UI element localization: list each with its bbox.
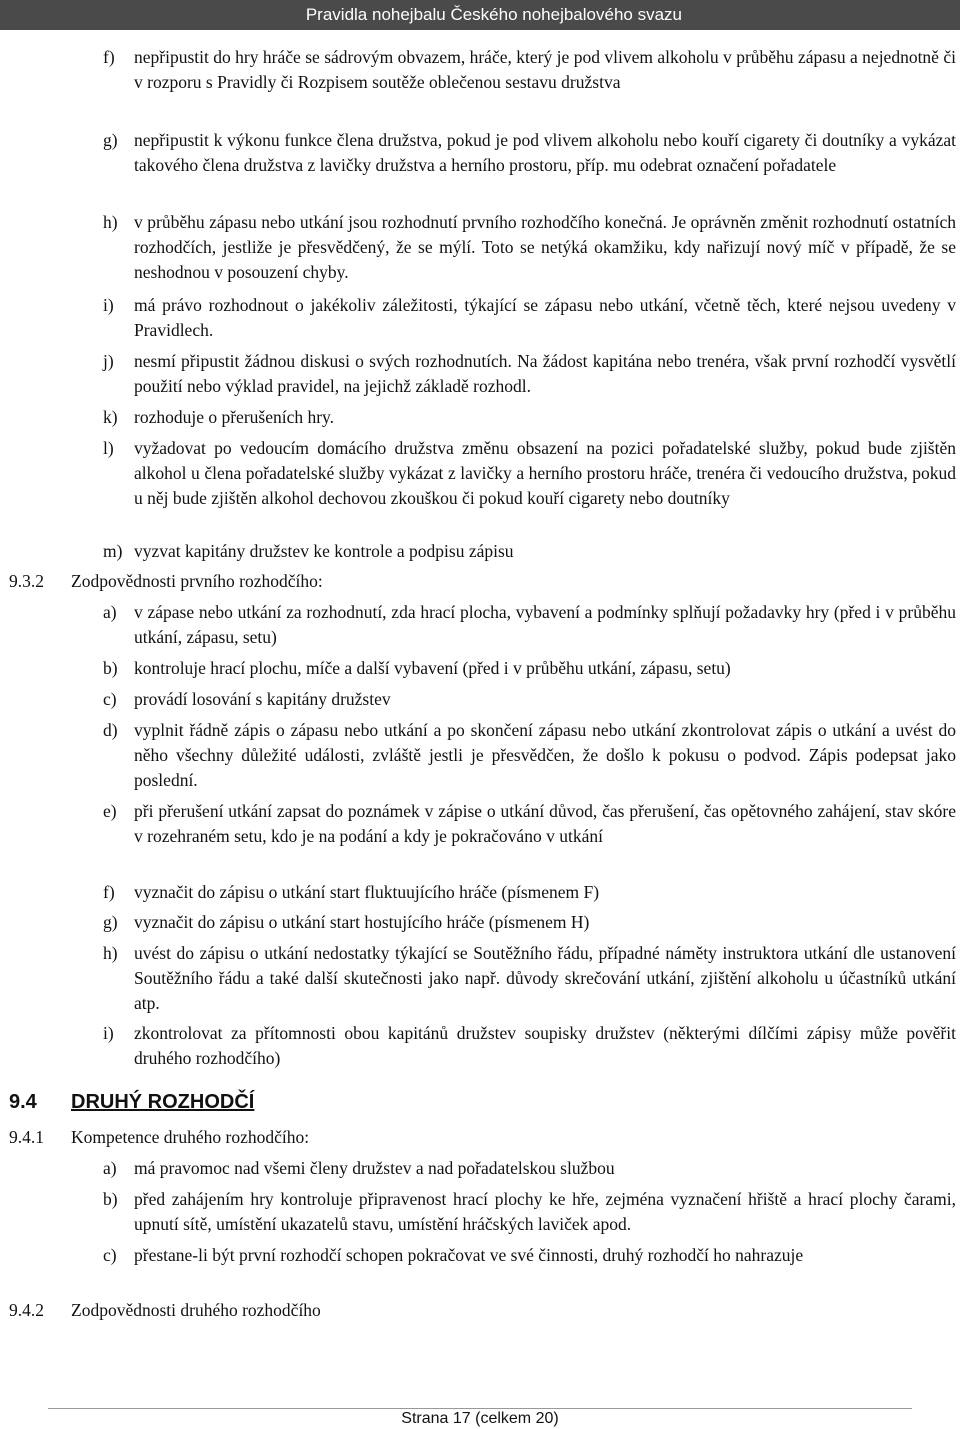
item-letter: j) [103, 351, 114, 371]
item-letter: a) [103, 602, 117, 622]
item-text: před zahájením hry kontroluje připravenost hrací plochy ke hře, zejména vyznačení hřiště a hrací plochy čarami, upnutí sítě, umístění ukazatelů stavu, umístění hráčských laviček apod. [134, 1189, 956, 1234]
item-letter: d) [103, 720, 118, 740]
item-text: uvést do zápisu o utkání nedostatky týkající se Soutěžního řádu, případné náměty instruktora utkání dle ustanovení Soutěžního řádu a také další skutečnosti jako např. důvody skrečování utkání, zjištění alkoholu u účastníků utkání atp. [134, 943, 956, 1013]
item-text: kontroluje hrací plochu, míče a další vybavení (před i v průběhu utkání, zápasu, setu) [134, 658, 731, 678]
item-letter: b) [103, 1189, 118, 1209]
section-title: Zodpovědnosti druhého rozhodčího [71, 1300, 321, 1320]
item-text: rozhoduje o přerušeních hry. [134, 407, 335, 427]
section-heading-94 [9, 1089, 254, 1115]
item-text: provádí losování s kapitány družstev [134, 689, 391, 709]
section-heading-932 [9, 569, 323, 594]
item-letter: k) [103, 407, 118, 427]
item-letter: h) [103, 212, 118, 232]
section-number: 9.3.2 [9, 571, 44, 591]
item-text: vyzvat kapitány družstev ke kontrole a podpisu zápisu [134, 541, 514, 561]
item-text: zkontrolovat za přítomnosti obou kapitánů družstev soupisky družstev (některými dílčími zápisy může pověřit druhého rozhodčího) [134, 1023, 956, 1068]
item-letter: c) [103, 1245, 117, 1265]
item-text: při přerušení utkání zapsat do poznámek v zápise o utkání důvod, čas přerušení, čas opětovného zahájení, stav skóre v rozehraném setu, kdo je na podání a kdy je pokračováno v utkání [134, 801, 956, 846]
item-letter: i) [103, 295, 114, 315]
section-number: 9.4 [9, 1091, 37, 1113]
item-letter: i) [103, 1023, 114, 1043]
section-title: DRUHÝ ROZHODČÍ [71, 1091, 255, 1113]
section-title: Zodpovědnosti prvního rozhodčího: [71, 571, 323, 591]
section-number: 9.4.1 [9, 1127, 44, 1147]
item-text: přestane-li být první rozhodčí schopen pokračovat ve své činnosti, druhý rozhodčí ho nahrazuje [134, 1245, 804, 1265]
item-text: vyplnit řádně zápis o zápasu nebo utkání a po skončení zápasu nebo utkání zkontrolovat zápis o utkání a uvést do něho všechny důležité události, zvláště jestli je přesvědčen, že došlo k pokusu o podvod. Zápis podepsat jako poslední. [134, 720, 956, 790]
page-footer [0, 1410, 960, 1428]
item-text: nepřipustit do hry hráče se sádrovým obvazem, hráče, který je pod vlivem alkoholu v průběhu zápasu a nejednotně či v rozporu s Pravidly či Rozpisem soutěže oblečenou sestavu družstva [134, 47, 956, 92]
item-text: v průběhu zápasu nebo utkání jsou rozhodnutí prvního rozhodčího konečná. Je oprávněn změnit rozhodnutí ostatních rozhodčích, jestliže je přesvědčený, že se mýlí. Toto se netýká okamžiku, kdy nařizují nový míč v případě, že se neshodnou v posouzení chyby. [134, 212, 956, 282]
section-heading-941 [9, 1125, 309, 1150]
item-letter: h) [103, 943, 118, 963]
item-letter: a) [103, 1158, 117, 1178]
item-letter: g) [103, 130, 118, 150]
item-text: nesmí připustit žádnou diskusi o svých rozhodnutích. Na žádost kapitána nebo trenéra, však první rozhodčí vysvětlí použití nebo výklad pravidel, na jejichž základě rozhodl. [134, 351, 956, 396]
section-heading-942 [9, 1298, 321, 1323]
footer-divider [48, 1408, 912, 1409]
header-title: Pravidla nohejbalu Českého nohejbalového svazu [305, 5, 682, 24]
item-text: vyžadovat po vedoucím domácího družstva změnu obsazení na pozici pořadatelské služby, pokud bude zjištěn alkohol u člena pořadatelské služby vykázat z lavičky a herního prostoru hráče, trenéra či vedoucího družstva, pokud u něj bude zjištěn alkohol dechovou zkouškou či pokud kouří cigarety nebo doutníky [134, 438, 956, 508]
item-letter: m) [103, 541, 123, 561]
item-letter: l) [103, 438, 114, 458]
item-text: vyznačit do zápisu o utkání start hostujícího hráče (písmenem H) [134, 912, 590, 932]
item-text: nepřipustit k výkonu funkce člena družstva, pokud je pod vlivem alkoholu nebo kouří cigarety či doutníky a vykázat takového člena družstva z lavičky družstva a herního prostoru, příp. mu odebrat označení pořadatele [134, 130, 956, 175]
item-letter: f) [103, 882, 115, 902]
item-letter: c) [103, 689, 117, 709]
section-number: 9.4.2 [9, 1300, 44, 1320]
item-text: vyznačit do zápisu o utkání start fluktuujícího hráče (písmenem F) [134, 882, 600, 902]
item-text: má právo rozhodnout o jakékoliv záležitosti, týkající se zápasu nebo utkání, včetně těch, které nejsou uvedeny v Pravidlech. [134, 295, 956, 340]
item-letter: b) [103, 658, 118, 678]
page-number: Strana 17 (celkem 20) [401, 1410, 559, 1427]
item-text: má pravomoc nad všemi členy družstev a nad pořadatelskou službou [134, 1158, 615, 1178]
item-letter: g) [103, 912, 118, 932]
page-header [0, 0, 960, 30]
section-title: Kompetence druhého rozhodčího: [71, 1127, 310, 1147]
item-letter: f) [103, 47, 115, 67]
item-text: v zápase nebo utkání za rozhodnutí, zda hrací plocha, vybavení a podmínky splňují požadavky hry (před i v průběhu utkání, zápasu, setu) [134, 602, 956, 647]
item-letter: e) [103, 801, 117, 821]
